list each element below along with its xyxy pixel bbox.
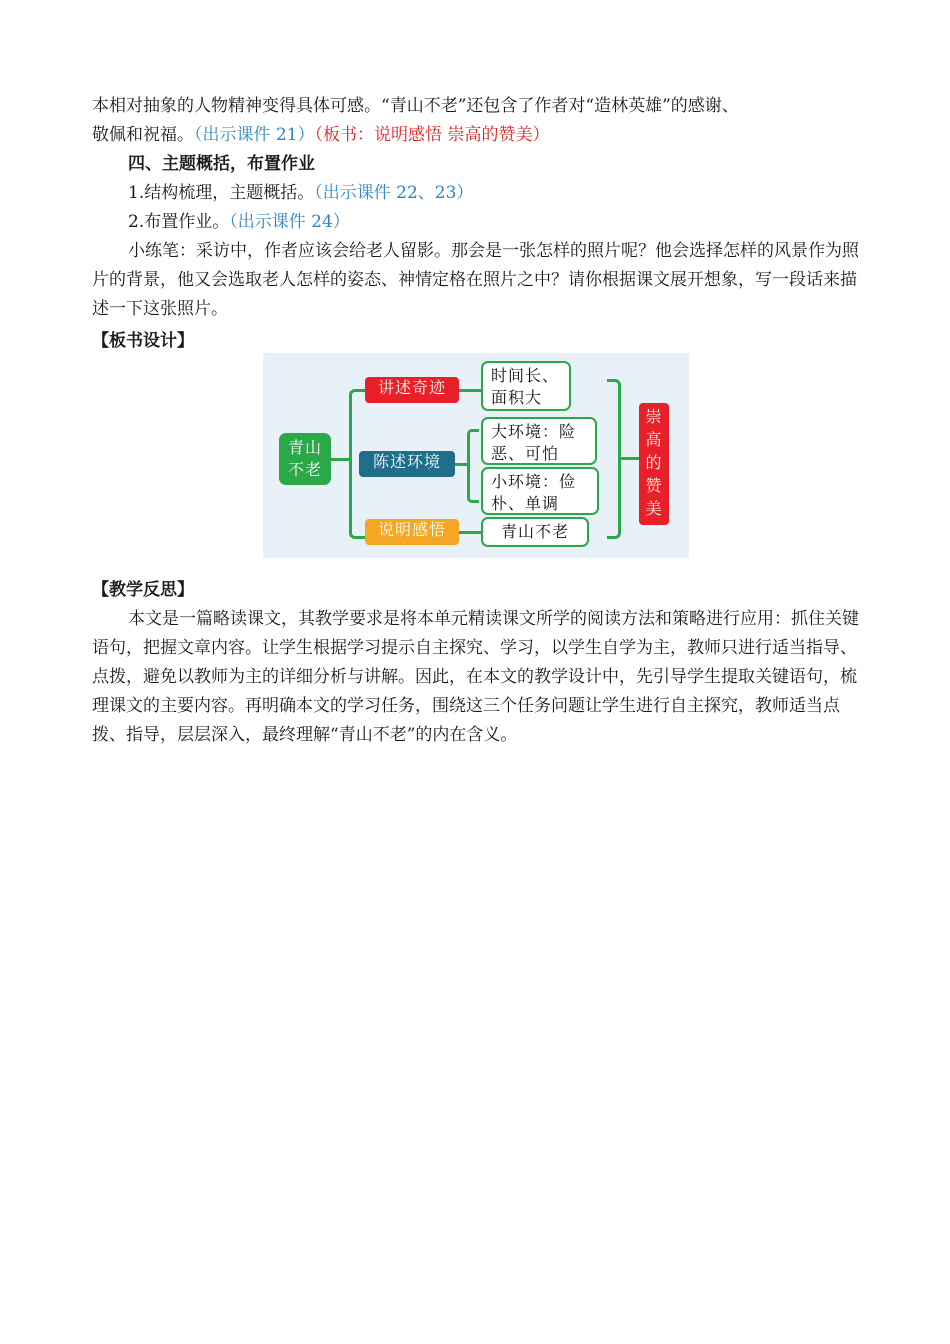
leaf-1-line-2: 面积大 [491,388,543,407]
connector-1 [459,389,481,392]
leaf-time-area [481,361,571,411]
connector-2 [455,463,467,466]
right-brace [607,379,621,539]
root-line-2: 不老 [287,460,322,479]
board-note: （板书：说明感悟 崇高的赞美） [314,125,550,145]
root-line-1: 青山 [287,438,322,457]
conclusion-char-3: 的 [645,453,663,472]
branch-narrate-miracle: 讲述奇迹 [365,377,459,403]
section-title: 四、主题概括，布置作业 [128,154,315,174]
leaf-big-environment [481,417,597,465]
leaf-2-line-1: 大环境：险 [491,422,577,441]
step-1 [92,179,862,208]
leaf-1-line-1: 时间长、 [491,366,560,385]
conclusion-node [639,403,669,525]
branch-describe-environment: 陈述环境 [359,451,455,477]
reflection-section [92,576,862,750]
branch-explain-insight: 说明感悟 [365,519,459,545]
conclusion-connector [621,457,639,460]
board-design-heading: 【板书设计】 [92,331,194,351]
exercise-paragraph: 小练笔：采访中，作者应该会给老人留影。那会是一张怎样的照片呢？他会选择怎样的风景作为照片的背景，他又会选取老人怎样的姿态、神情定格在照片之中？请你根据课文展开想象，写一段话来描述一下这张照片。 [92,241,859,319]
intro-line-2 [92,121,862,150]
leaf-small-environment [481,467,599,515]
conclusion-char-1: 崇 [645,407,663,426]
document-page [92,92,862,356]
step-2-text: 2.布置作业。 [128,212,230,232]
leaf-green-mountain: 青山不老 [481,517,589,547]
middle-brace [467,429,479,503]
conclusion-char-4: 赞 [645,476,663,495]
intro-line-1: 本相对抽象的人物精神变得具体可感。“青山不老”还包含了作者对“造林英雄”的感谢、 [92,96,739,116]
conclusion-char-2: 高 [645,430,663,449]
reflection-heading: 【教学反思】 [92,580,194,600]
step-1-text: 1.结构梳理，主题概括。 [128,183,315,203]
root-connector [331,458,351,461]
courseware-ref-22-23: （出示课件 22、23） [314,183,474,203]
connector-3 [459,531,481,534]
courseware-ref-21: （出示课件 21） [194,125,315,145]
leaf-2-line-2: 恶、可怕 [491,444,560,463]
root-node [279,433,331,485]
intro-text: 敬佩和祝福。 [92,125,194,145]
reflection-paragraph: 本文是一篇略读课文，其教学要求是将本单元精读课文所学的阅读方法和策略进行应用：抓住关键语句，把握文章内容。让学生根据学习提示自主探究、学习，以学生自学为主，教师只进行适当指导、点拨，避免以教师为主的详细分析与讲解。因此，在本文的教学设计中，先引导学生提取关键语句，梳理课文的主要内容。再明确本文的学习任务，围绕这三个任务问题让学生进行自主探究，教师适当点拨、指导，层层深入，最终理解“青山不老”的内在含义。 [92,609,859,745]
board-design-diagram [263,353,689,558]
leaf-3-line-1: 小环境：俭 [491,472,577,491]
leaf-3-line-2: 朴、单调 [491,494,560,513]
courseware-ref-24: （出示课件 24） [229,212,350,232]
conclusion-char-5: 美 [645,499,663,518]
step-2 [92,208,862,237]
